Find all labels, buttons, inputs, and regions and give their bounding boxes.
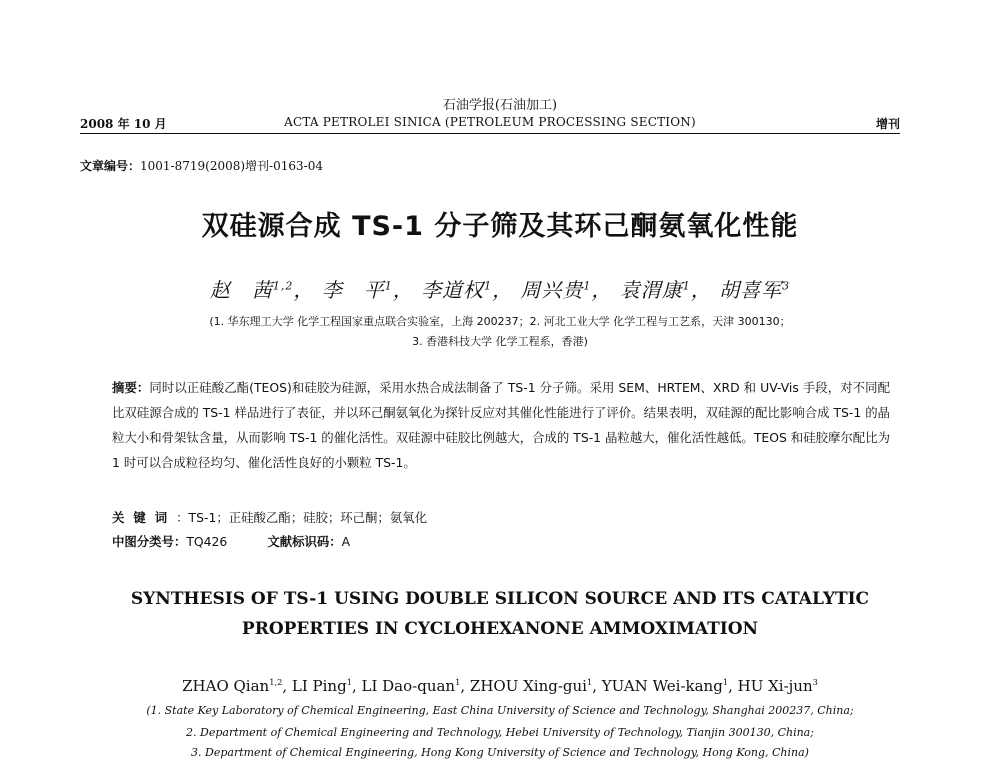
author-en: HU Xi-jun$^3$ <box>737 677 818 695</box>
author-cn: 李 平$^1$， <box>321 278 414 302</box>
affiliation-cn-line1: (1. 华东理工大学 化学工程国家重点联合实验室，上海 200237；2. 河北工业大学 化学工程与工艺系，天津 300130； <box>209 315 791 328</box>
authors-en <box>0 677 1000 695</box>
author-cn: 赵 茜$^{1,2}$， <box>209 278 315 302</box>
authors-cn <box>0 274 1000 303</box>
keywords <box>112 508 427 526</box>
affiliation-en-line1: (1. State Key Laboratory of Chemical Engineering, East China University of Science and Technology, Shanghai 200237, China; <box>146 704 854 717</box>
author-cn: 李道权$^1$， <box>421 278 514 302</box>
keywords-label: 关键词 <box>112 510 177 525</box>
classification-value: TQ426 <box>186 534 228 549</box>
classification-label: 中图分类号： <box>112 534 187 549</box>
journal-title-cn: 石油学报(石油加工) <box>442 98 558 113</box>
issue-date: 2008 年 10 月 <box>80 117 167 131</box>
header-rule <box>80 133 900 134</box>
affiliation-en-line3: 3. Department of Chemical Engineering, Hong Kong University of Science and Technology, Hong Kong, China) <box>191 746 809 759</box>
journal-title-en: ACTA PETROLEI SINICA (PETROLEUM PROCESSING SECTION) <box>284 115 696 129</box>
author-en: YUAN Wei-kang$^1$, <box>601 677 738 695</box>
keywords-text: ：TS-1；正硅酸乙酯；硅胶；环己酮；氨氧化 <box>176 510 427 525</box>
author-en: ZHAO Qian$^{1,2}$, <box>182 677 292 695</box>
affiliation-cn-line2: 3. 香港科技大学 化学工程系，香港) <box>412 335 588 348</box>
paper-title-cn: 双硅源合成 TS-1 分子筛及其环己酮氨氧化性能 <box>201 211 799 242</box>
abstract-text: 同时以正硅酸乙酯(TEOS)和硅胶为硅源，采用水热合成法制备了 TS-1 分子筛。采用 SEM、HRTEM、XRD 和 UV-Vis 手段，对不同配比双硅源合成的 TS-1 样品进行了表征，并以环己酮氨氧化为探针反应对其催化性能进行了评价。结果表明，双硅源的配比影响合成 TS-1 的晶粒大小和骨架钛含量，从而影响 TS-1 的催化活性。双硅源中硅胶比例越大，合成的 TS-1 晶粒越大，催化活性越低。TEOS 和硅胶摩尔配比为 1 时可以合成粒径均匀、催化活性良好的小颗粒 TS-1。 <box>112 380 891 470</box>
paper-title-en <box>0 584 1000 644</box>
paper-title-en-line1: SYNTHESIS OF TS-1 USING DOUBLE SILICON SOURCE AND ITS CATALYTIC <box>130 589 870 609</box>
article-number-value: 1001-8719(2008)增刊-0163-04 <box>140 159 323 173</box>
author-en: LI Ping$^1$, <box>291 677 362 695</box>
classification <box>112 532 350 550</box>
author-en: LI Dao-quan$^1$, <box>361 677 470 695</box>
document-code-label: 文献标识码： <box>267 534 342 549</box>
article-number <box>80 157 323 174</box>
article-number-label: 文章编号： <box>80 159 141 173</box>
running-header <box>80 115 900 133</box>
paper-title-en-line2: PROPERTIES IN CYCLOHEXANONE AMMOXIMATION <box>241 619 759 639</box>
abstract-label: 摘要： <box>112 380 150 395</box>
issue-label: 增刊 <box>875 117 900 131</box>
author-cn: 胡喜军$^3$ <box>719 278 791 302</box>
author-cn: 袁渭康$^1$， <box>619 278 712 302</box>
affiliation-en-line2: 2. Department of Chemical Engineering and Technology, Hebei University of Technology, Tianjin 300130, China; <box>186 726 814 739</box>
author-en: ZHOU Xing-gui$^1$, <box>469 677 602 695</box>
author-cn: 周兴贵$^1$， <box>520 278 613 302</box>
abstract-cn <box>112 375 890 475</box>
document-code-value: A <box>341 534 351 549</box>
